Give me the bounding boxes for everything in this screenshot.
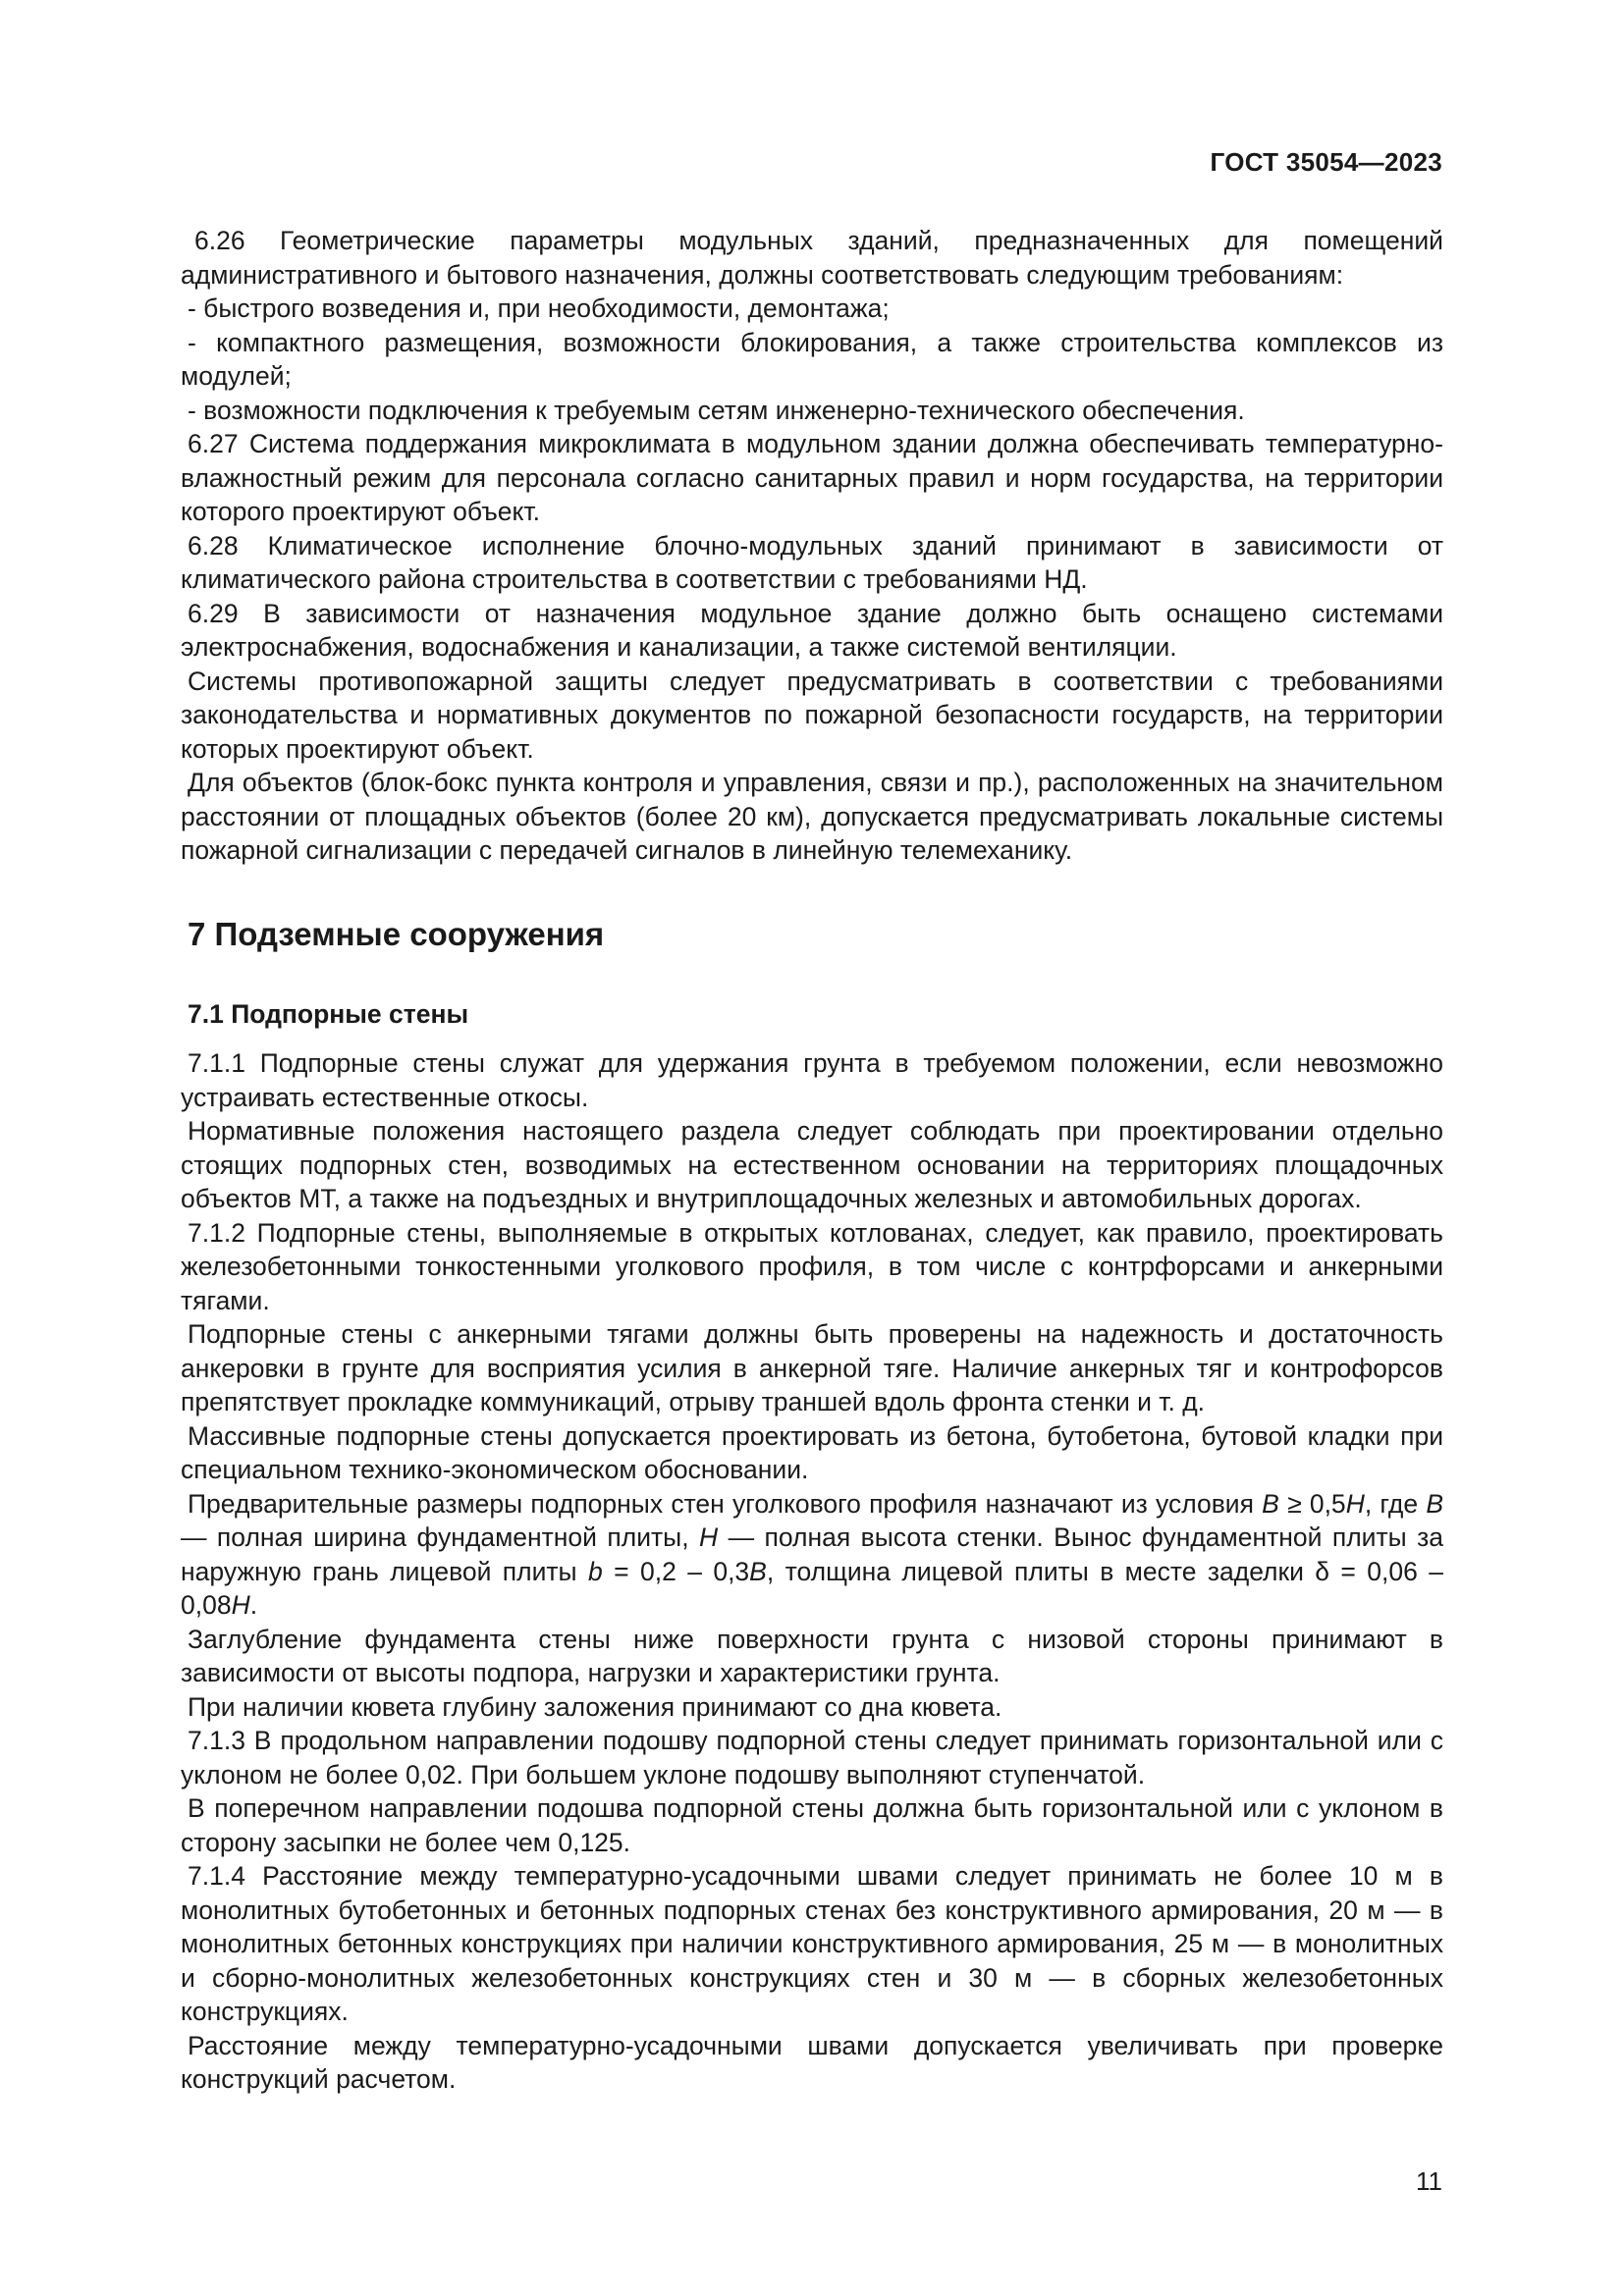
paragraph-dimensions: Предварительные размеры подпорных стен уголкового профиля назначают из условия B ≥ 0,5H, где B — полная ширина фундаментной плиты, H — полная высота стенки. Вынос фундаментной плиты за наружную грань лицевой плиты b = 0,2 – 0,3B, толщина лицевой плиты в месте заделки δ = 0,06 – 0,08H.: [181, 1488, 1444, 1620]
paragraph-7-1-4: 7.1.4 Расстояние между температурно-усадочными швами следует принимать не более 10 м в монолитных бутобетонных и бетонных подпорных стенах без конструктивного армирования, 20 м — в монолитных бетонных конструкциях при наличии конструктивного армирования, 25 м — в монолитных и сборно-монолитных железобетонных конструкциях стен и 30 м — в сборных железобетонных конструкциях.: [181, 1861, 1443, 2026]
paragraph-6-27: 6.27 Система поддержания микроклимата в модульном здании должна обеспечивать температурно-влажностный режим для персонала согласно санитарных правил и норм государства, на территории которого проектируют объект.: [181, 429, 1443, 526]
paragraph: Для объектов (блок-бокс пункта контроля и управления, связи и пр.), расположенных на значительном расстоянии от площадных объектов (более 20 км), допускается предусматривать локальные системы пожарной сигнализации с передачей сигналов в линейную телемеханику.: [181, 768, 1443, 865]
paragraph: Нормативные положения настоящего раздела следует соблюдать при проектировании отдельно стоящих подпорных стен, возводимых на естественном основании на территориях площадочных объектов МТ, а также на подъездных и внутриплощадочных железных и автомобильных дорогах.: [181, 1116, 1443, 1213]
paragraph: Расстояние между температурно-усадочными швами допускается увеличивать при проверке конструкций расчетом.: [181, 2030, 1443, 2094]
paragraph-7-1-1: 7.1.1 Подпорные стены служат для удержания грунта в требуемом положении, если невозможно устраивать естественные откосы.: [181, 1048, 1443, 1112]
list-item: - возможности подключения к требуемым сетям инженерно-технического обеспечения.: [188, 395, 1245, 425]
paragraph: При наличии кювета глубину заложения принимают со дна кювета.: [188, 1691, 1002, 1722]
paragraph-7-1-2: 7.1.2 Подпорные стены, выполняемые в открытых котлованах, следует, как правило, проектировать железобетонными тонкостенными уголкового профиля, в том числе с контрфорсами и анкерными тягами.: [181, 1217, 1443, 1315]
page-number: 11: [1416, 2166, 1442, 2196]
paragraph: Подпорные стены с анкерными тягами должны быть проверены на надежность и достаточность анкеровки в грунте для восприятия усилия в анкерной тяге. Наличие анкерных тяг и контрофорсов препятствует прокладке коммуникаций, отрыву траншей вдоль фронта стенки и т. д.: [181, 1319, 1443, 1416]
document-body: [181, 224, 1443, 2097]
paragraph-6-26: 6.26 Геометрические параметры модульных зданий, предназначенных для помещений административного и бытового назначения, должны соответствовать следующим требованиям:: [181, 226, 1443, 290]
subsection-title: 7.1 Подпорные стены: [188, 998, 469, 1029]
paragraph: Системы противопожарной защиты следует предусматривать в соответствии с требованиями законодательства и нормативных документов по пожарной безопасности государств, на территории которых проектируют объект.: [181, 666, 1443, 764]
paragraph: Массивные подпорные стены допускается проектировать из бетона, бутобетона, бутовой кладки при специальном технико-экономическом обосновании.: [181, 1420, 1443, 1484]
paragraph-6-29: 6.29 В зависимости от назначения модульное здание должно быть оснащено системами электроснабжения, водоснабжения и канализации, а также системой вентиляции.: [181, 598, 1443, 662]
paragraph-6-28: 6.28 Климатическое исполнение блочно-модульных зданий принимают в зависимости от климатического района строительства в соответствии с требованиями НД.: [181, 530, 1443, 594]
list-item: - быстрого возведения и, при необходимости, демонтажа;: [188, 294, 890, 323]
section-title: 7 Подземные сооружения: [188, 915, 605, 952]
document-code: ГОСТ 35054—2023: [1210, 147, 1442, 177]
paragraph: В поперечном направлении подошва подпорной стены должна быть горизонтальной или с уклоном в сторону засыпки не более чем 0,125.: [181, 1793, 1443, 1857]
paragraph: Заглубление фундамента стены ниже поверхности грунта с низовой стороны принимают в зависимости от высоты подпора, нагрузки и характеристики грунта.: [181, 1624, 1443, 1687]
paragraph-7-1-3: 7.1.3 В продольном направлении подошву подпорной стены следует принимать горизонтальной или с уклоном не более 0,02. При большем уклоне подошву выполняют ступенчатой.: [181, 1726, 1443, 1789]
list-item: - компактного размещения, возможности блокирования, а также строительства комплексов из модулей;: [181, 327, 1443, 391]
